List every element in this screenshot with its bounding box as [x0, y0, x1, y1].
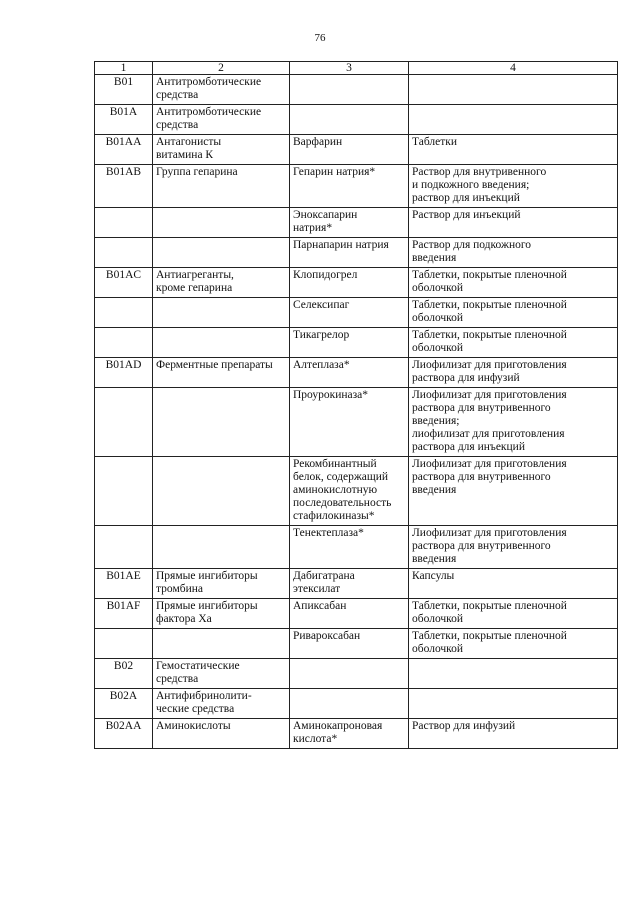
- cell-form-line: Таблетки, покрытые пленочной: [412, 600, 567, 612]
- cell-form-line: оболочкой: [412, 643, 464, 655]
- cell-form-line: Таблетки, покрытые пленочной: [412, 329, 567, 341]
- cell-form-line: и подкожного введения;: [412, 179, 530, 191]
- cell-form: [409, 659, 618, 689]
- table-row: [95, 358, 618, 388]
- cell-drug-line: Селексипаг: [293, 299, 350, 311]
- table-row: [95, 457, 618, 526]
- cell-group: [153, 268, 290, 298]
- cell-group: [153, 328, 290, 358]
- cell-form: [409, 526, 618, 569]
- cell-drug: [290, 526, 409, 569]
- cell-group-line: Антитромботические: [156, 106, 262, 118]
- table-row: [95, 135, 618, 165]
- cell-form-line: Таблетки, покрытые пленочной: [412, 299, 567, 311]
- cell-form-line: раствор для инъекций: [412, 192, 520, 204]
- header-col-3: 3: [290, 62, 409, 75]
- cell-drug: [290, 629, 409, 659]
- cell-form: [409, 208, 618, 238]
- cell-drug: [290, 105, 409, 135]
- cell-code: B01A: [95, 105, 153, 135]
- cell-group: [153, 135, 290, 165]
- cell-group: [153, 358, 290, 388]
- cell-group-line: Антитромботические: [156, 76, 262, 88]
- cell-form-line: Лиофилизат для приготовления: [412, 389, 567, 401]
- header-col-2: 2: [153, 62, 290, 75]
- cell-form-line: Таблетки, покрытые пленочной: [412, 269, 567, 281]
- cell-form: [409, 457, 618, 526]
- cell-form: [409, 165, 618, 208]
- cell-form-line: введения: [412, 484, 457, 496]
- cell-drug-line: Рекомбинантный: [293, 458, 377, 470]
- cell-drug-line: Проурокиназа*: [293, 389, 369, 401]
- cell-form-line: Таблетки, покрытые пленочной: [412, 630, 567, 642]
- drug-table: [94, 61, 618, 749]
- cell-code: [95, 298, 153, 328]
- cell-form-line: раствора для инъекций: [412, 441, 525, 453]
- cell-form: [409, 238, 618, 268]
- cell-form: [409, 388, 618, 457]
- cell-form-line: Раствор для подкожного: [412, 239, 532, 251]
- cell-form: [409, 689, 618, 719]
- table-row: [95, 75, 618, 105]
- cell-group-line: витамина К: [156, 149, 214, 161]
- table-row: [95, 328, 618, 358]
- cell-drug-line: Алтеплаза*: [293, 359, 350, 371]
- cell-drug: [290, 719, 409, 749]
- cell-form-line: раствора для внутривенного: [412, 471, 551, 483]
- cell-form: [409, 105, 618, 135]
- cell-code: [95, 526, 153, 569]
- cell-drug: [290, 135, 409, 165]
- cell-drug: [290, 208, 409, 238]
- cell-code: [95, 457, 153, 526]
- cell-group-line: средства: [156, 89, 199, 101]
- cell-drug-line: последовательность: [293, 497, 392, 509]
- cell-drug: [290, 328, 409, 358]
- cell-form-line: раствора для внутривенного: [412, 402, 551, 414]
- cell-group-line: Прямые ингибиторы: [156, 570, 258, 582]
- cell-form-line: лиофилизат для приготовления: [412, 428, 565, 440]
- table-row: [95, 298, 618, 328]
- cell-group-line: Антифибринолити-: [156, 690, 252, 702]
- cell-code: B01AB: [95, 165, 153, 208]
- cell-code: B01: [95, 75, 153, 105]
- cell-code: [95, 388, 153, 457]
- cell-drug-line: кислота*: [293, 733, 338, 745]
- cell-code: B01AA: [95, 135, 153, 165]
- cell-form-line: оболочкой: [412, 312, 464, 324]
- cell-form: [409, 135, 618, 165]
- cell-drug: [290, 268, 409, 298]
- cell-code: [95, 238, 153, 268]
- cell-drug-line: Аминокапроновая: [293, 720, 383, 732]
- cell-drug-line: стафилокиназы*: [293, 510, 375, 522]
- cell-form-line: оболочкой: [412, 613, 464, 625]
- cell-form-line: оболочкой: [412, 282, 464, 294]
- table-row: [95, 719, 618, 749]
- cell-drug: [290, 569, 409, 599]
- cell-form-line: оболочкой: [412, 342, 464, 354]
- cell-form-line: введения;: [412, 415, 460, 427]
- cell-form-line: Раствор для внутривенного: [412, 166, 547, 178]
- table-row: [95, 165, 618, 208]
- cell-drug: [290, 599, 409, 629]
- table-row: [95, 629, 618, 659]
- cell-group: [153, 457, 290, 526]
- cell-form: [409, 358, 618, 388]
- cell-form-line: Лиофилизат для приготовления: [412, 527, 567, 539]
- cell-drug-line: аминокислотную: [293, 484, 378, 496]
- table-row: [95, 268, 618, 298]
- cell-drug: [290, 659, 409, 689]
- cell-group: [153, 208, 290, 238]
- cell-drug: [290, 388, 409, 457]
- page-number: 76: [314, 32, 326, 44]
- cell-group-line: тромбина: [156, 583, 203, 595]
- cell-form-line: Капсулы: [412, 570, 455, 582]
- table-row: [95, 689, 618, 719]
- cell-form-line: Раствор для инфузий: [412, 720, 516, 732]
- table-row: [95, 388, 618, 457]
- cell-group: [153, 238, 290, 268]
- table-row: [95, 599, 618, 629]
- cell-form-line: Лиофилизат для приготовления: [412, 458, 567, 470]
- cell-form: [409, 629, 618, 659]
- cell-drug-line: Дабигатрана: [293, 570, 355, 582]
- cell-group-line: ческие средства: [156, 703, 235, 715]
- cell-group: [153, 569, 290, 599]
- table-row: [95, 526, 618, 569]
- cell-form-line: введения: [412, 252, 457, 264]
- cell-drug-line: Эноксапарин: [293, 209, 358, 221]
- cell-group-line: фактора Ха: [156, 613, 212, 625]
- cell-form: [409, 298, 618, 328]
- cell-form-line: Раствор для инъекций: [412, 209, 521, 221]
- cell-form: [409, 328, 618, 358]
- cell-group-line: Группа гепарина: [156, 166, 238, 178]
- table-header-row: [95, 62, 618, 75]
- cell-drug-line: Гепарин натрия*: [293, 166, 376, 178]
- cell-code: [95, 208, 153, 238]
- cell-group: [153, 388, 290, 457]
- table-row: [95, 569, 618, 599]
- cell-group-line: Аминокислоты: [156, 720, 231, 732]
- cell-form: [409, 719, 618, 749]
- cell-drug-line: этексилат: [293, 583, 341, 595]
- cell-drug-line: Парнапарин натрия: [293, 239, 389, 251]
- cell-group: [153, 165, 290, 208]
- cell-code: B02A: [95, 689, 153, 719]
- cell-form: [409, 268, 618, 298]
- table-row: [95, 659, 618, 689]
- cell-code: B01AF: [95, 599, 153, 629]
- cell-form-line: введения: [412, 553, 457, 565]
- table-row: [95, 238, 618, 268]
- cell-form-line: раствора для инфузий: [412, 372, 520, 384]
- cell-group: [153, 599, 290, 629]
- cell-drug: [290, 165, 409, 208]
- cell-group-line: Прямые ингибиторы: [156, 600, 258, 612]
- cell-drug-line: белок, содержащий: [293, 471, 389, 483]
- cell-drug-line: Ривароксабан: [293, 630, 361, 642]
- cell-drug: [290, 457, 409, 526]
- cell-group-line: кроме гепарина: [156, 282, 233, 294]
- header-col-4: 4: [409, 62, 618, 75]
- cell-form-line: Лиофилизат для приготовления: [412, 359, 567, 371]
- cell-code: B01AE: [95, 569, 153, 599]
- cell-group: [153, 719, 290, 749]
- cell-group-line: средства: [156, 673, 199, 685]
- cell-code: [95, 328, 153, 358]
- cell-group: [153, 689, 290, 719]
- cell-code: B01AC: [95, 268, 153, 298]
- cell-group: [153, 659, 290, 689]
- cell-group: [153, 298, 290, 328]
- cell-group-line: Антагонисты: [156, 136, 222, 148]
- cell-drug: [290, 358, 409, 388]
- cell-drug-line: Клопидогрел: [293, 269, 358, 281]
- cell-drug-line: Тенектеплаза*: [293, 527, 364, 539]
- cell-form: [409, 599, 618, 629]
- cell-group-line: Гемостатические: [156, 660, 240, 672]
- cell-form: [409, 569, 618, 599]
- cell-drug-line: Варфарин: [293, 136, 343, 148]
- table-row: [95, 208, 618, 238]
- cell-drug: [290, 298, 409, 328]
- cell-code: [95, 629, 153, 659]
- header-col-1: 1: [95, 62, 153, 75]
- cell-group-line: Ферментные препараты: [156, 359, 273, 371]
- table-row: [95, 105, 618, 135]
- cell-group-line: средства: [156, 119, 199, 131]
- cell-form: [409, 75, 618, 105]
- cell-form-line: Таблетки: [412, 136, 458, 148]
- cell-code: B02AA: [95, 719, 153, 749]
- cell-drug: [290, 75, 409, 105]
- cell-group-line: Антиагреганты,: [156, 269, 234, 281]
- cell-code: B01AD: [95, 358, 153, 388]
- cell-drug-line: натрия*: [293, 222, 333, 234]
- cell-code: B02: [95, 659, 153, 689]
- cell-drug-line: Тикагрелор: [293, 329, 350, 341]
- cell-group: [153, 75, 290, 105]
- cell-group: [153, 526, 290, 569]
- cell-drug-line: Апиксабан: [293, 600, 347, 612]
- cell-drug: [290, 238, 409, 268]
- cell-group: [153, 105, 290, 135]
- cell-form-line: раствора для внутривенного: [412, 540, 551, 552]
- cell-drug: [290, 689, 409, 719]
- cell-group: [153, 629, 290, 659]
